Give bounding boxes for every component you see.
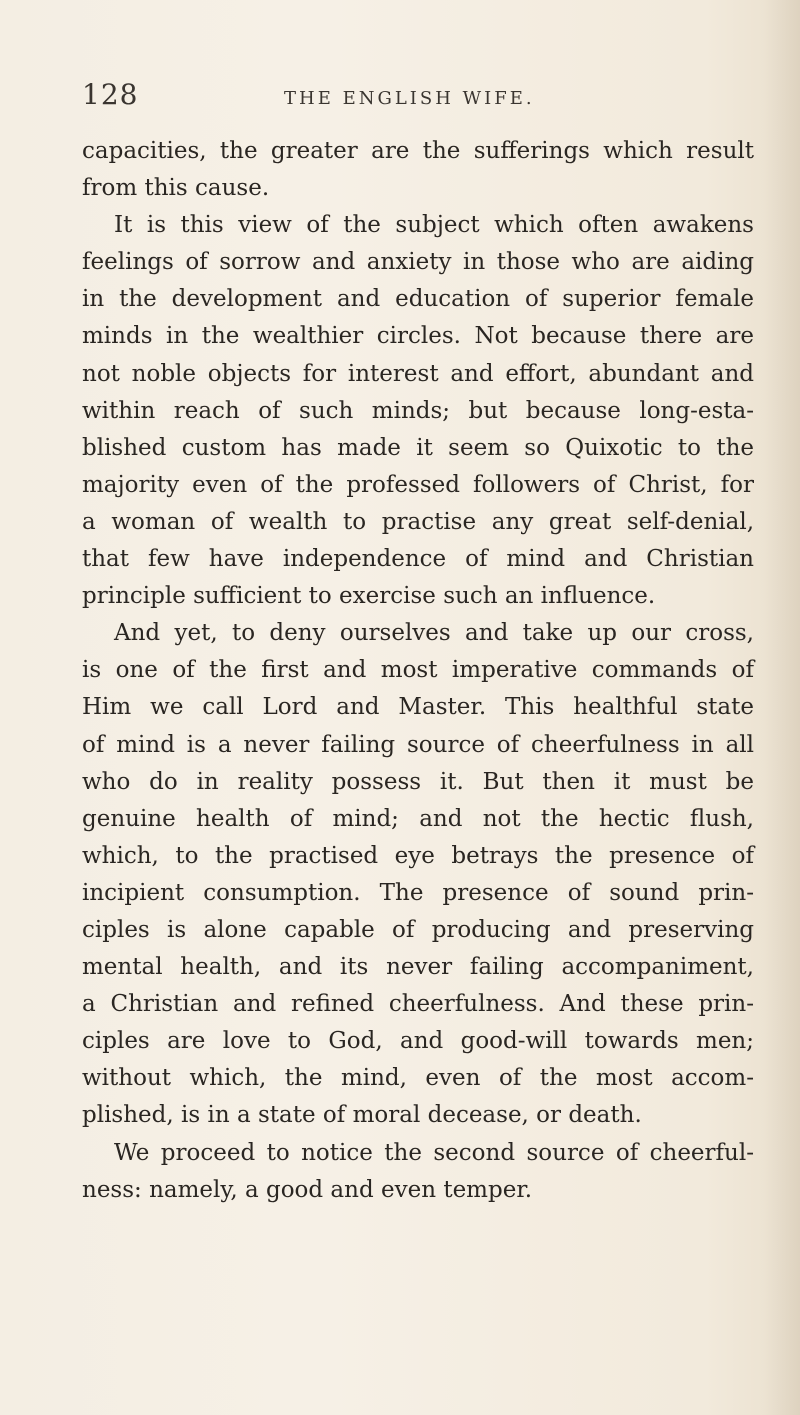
running-head: THE ENGLISH WIFE. — [284, 88, 535, 109]
page-header — [82, 78, 722, 118]
page-edge-shadow — [764, 0, 800, 1415]
text-line: that few have independence of mind and Christian — [82, 546, 754, 573]
text-line: ciples are love to God, and good-will towards men; — [82, 1028, 754, 1055]
text-line: a Christian and refined cheerfulness. And these prin- — [82, 991, 754, 1018]
text-line: which, to the practised eye betrays the presence of — [82, 842, 754, 869]
text-line: principle sufficient to exercise such an influence. — [82, 583, 656, 610]
text-line: in the development and education of superior female — [82, 286, 754, 313]
text-line: a woman of wealth to practise any great self-denial, — [82, 508, 754, 535]
text-line: It is this view of the subject which often awakens — [114, 212, 754, 239]
text-line: majority even of the professed followers of Christ, for — [82, 471, 754, 498]
text-line: genuine health of mind; and not the hectic flush, — [82, 805, 754, 832]
page-number: 128 — [82, 78, 139, 111]
text-line: ciples is alone capable of producing and preserving — [82, 916, 754, 943]
body-text — [82, 133, 754, 1209]
text-line: ness: namely, a good and even temper. — [82, 1176, 533, 1203]
text-line: not noble objects for interest and effort, abundant and — [82, 360, 754, 387]
text-line: within reach of such minds; but because long-esta- — [82, 397, 754, 424]
text-line: from this cause. — [82, 175, 270, 202]
paragraph — [82, 1135, 754, 1209]
text-line: blished custom has made it seem so Quixotic to the — [82, 434, 754, 461]
text-line: minds in the wealthier circles. Not because there are — [82, 323, 754, 350]
text-line: of mind is a never failing source of cheerfulness in all — [82, 731, 754, 758]
text-line: plished, is in a state of moral decease, or death. — [82, 1102, 642, 1129]
paragraph — [82, 207, 754, 615]
text-line: without which, the mind, even of the most accom- — [82, 1065, 754, 1092]
text-line: mental health, and its never failing accompaniment, — [82, 954, 754, 981]
text-line: We proceed to notice the second source of cheerful- — [114, 1139, 754, 1166]
paragraph — [82, 615, 754, 1134]
text-line: feelings of sorrow and anxiety in those who are aiding — [82, 249, 754, 276]
text-line: capacities, the greater are the sufferings which result — [82, 138, 754, 164]
text-line: And yet, to deny ourselves and take up our cross, — [114, 620, 754, 647]
text-line: Him we call Lord and Master. This healthful state — [82, 694, 754, 721]
text-line: incipient consumption. The presence of sound prin- — [82, 879, 754, 906]
text-line: who do in reality possess it. But then it must be — [82, 768, 754, 795]
text-line: is one of the first and most imperative commands of — [82, 657, 754, 684]
paragraph — [82, 133, 754, 207]
